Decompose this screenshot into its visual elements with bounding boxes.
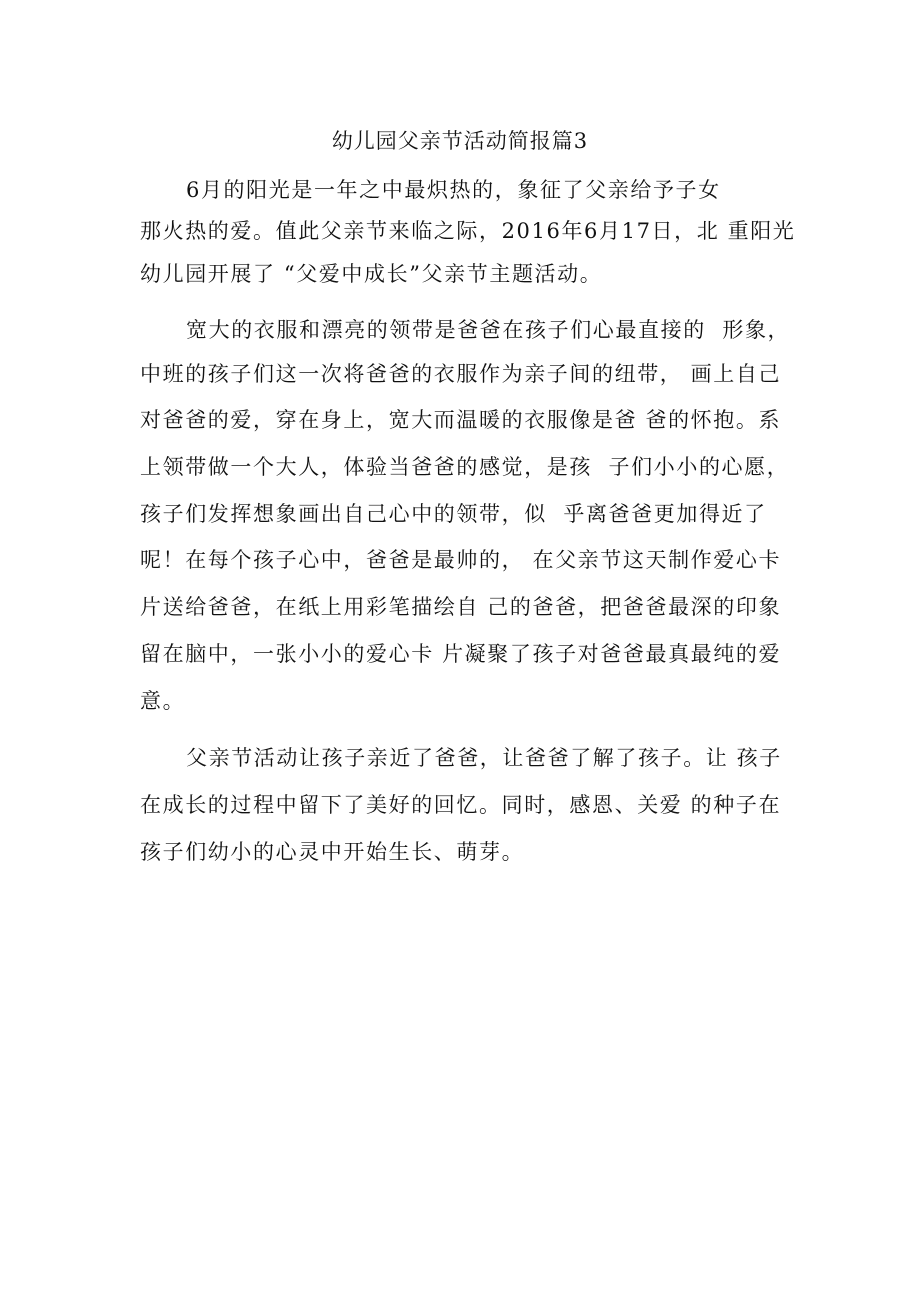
paragraph-2-line-9: 意。 (140, 689, 186, 713)
paragraph-1-line-1: 6月的阳光是一年之中最炽热的，象征了父亲给予子女 (186, 178, 721, 202)
paragraph-2-line-6: 呢！在每个孩子心中，爸爸是最帅的， 在父亲节这天制作爱心卡 (140, 548, 782, 572)
paragraph-1-line-3: 幼儿园开展了 “父爱中成长”父亲节主题活动。 (140, 262, 603, 286)
paragraph-2-line-4: 上领带做一个大人，体验当爸爸的感觉，是孩 子们小小的心愿， (140, 455, 790, 479)
paragraph-2-line-3: 对爸爸的爱，穿在身上，宽大而温暖的衣服像是爸 爸的怀抱。系 (140, 408, 782, 432)
document-title: 幼儿园父亲节活动简报篇3 (331, 129, 589, 153)
paragraph-1-line-2: 那火热的爱。值此父亲节来临之际，2016年6月17日，北 重阳光 (140, 219, 796, 243)
paragraph-3-line-1: 父亲节活动让孩子亲近了爸爸，让爸爸了解了孩子。让 孩子 (186, 746, 782, 770)
paragraph-2-line-7: 片送给爸爸，在纸上用彩笔描绘自 己的爸爸，把爸爸最深的印象 (140, 595, 782, 619)
paragraph-2-line-8: 留在脑中，一张小小的爱心卡 片凝聚了孩子对爸爸最真最纯的爱 (140, 642, 782, 666)
paragraph-2-line-1: 宽大的衣服和漂亮的领带是爸爸在孩子们心最直接的 形象， (186, 318, 791, 342)
paragraph-2-line-5: 孩子们发挥想象画出自己心中的领带，似 乎离爸爸更加得近了 (140, 502, 767, 526)
paragraph-3-line-2: 在成长的过程中留下了美好的回忆。同时，感恩、关爱 的种子在 (140, 793, 782, 817)
paragraph-2-line-2: 中班的孩子们这一次将爸爸的衣服作为亲子间的纽带， 画上自己 (140, 362, 782, 386)
paragraph-3-line-3: 孩子们幼小的心灵中开始生长、萌芽。 (140, 840, 525, 864)
